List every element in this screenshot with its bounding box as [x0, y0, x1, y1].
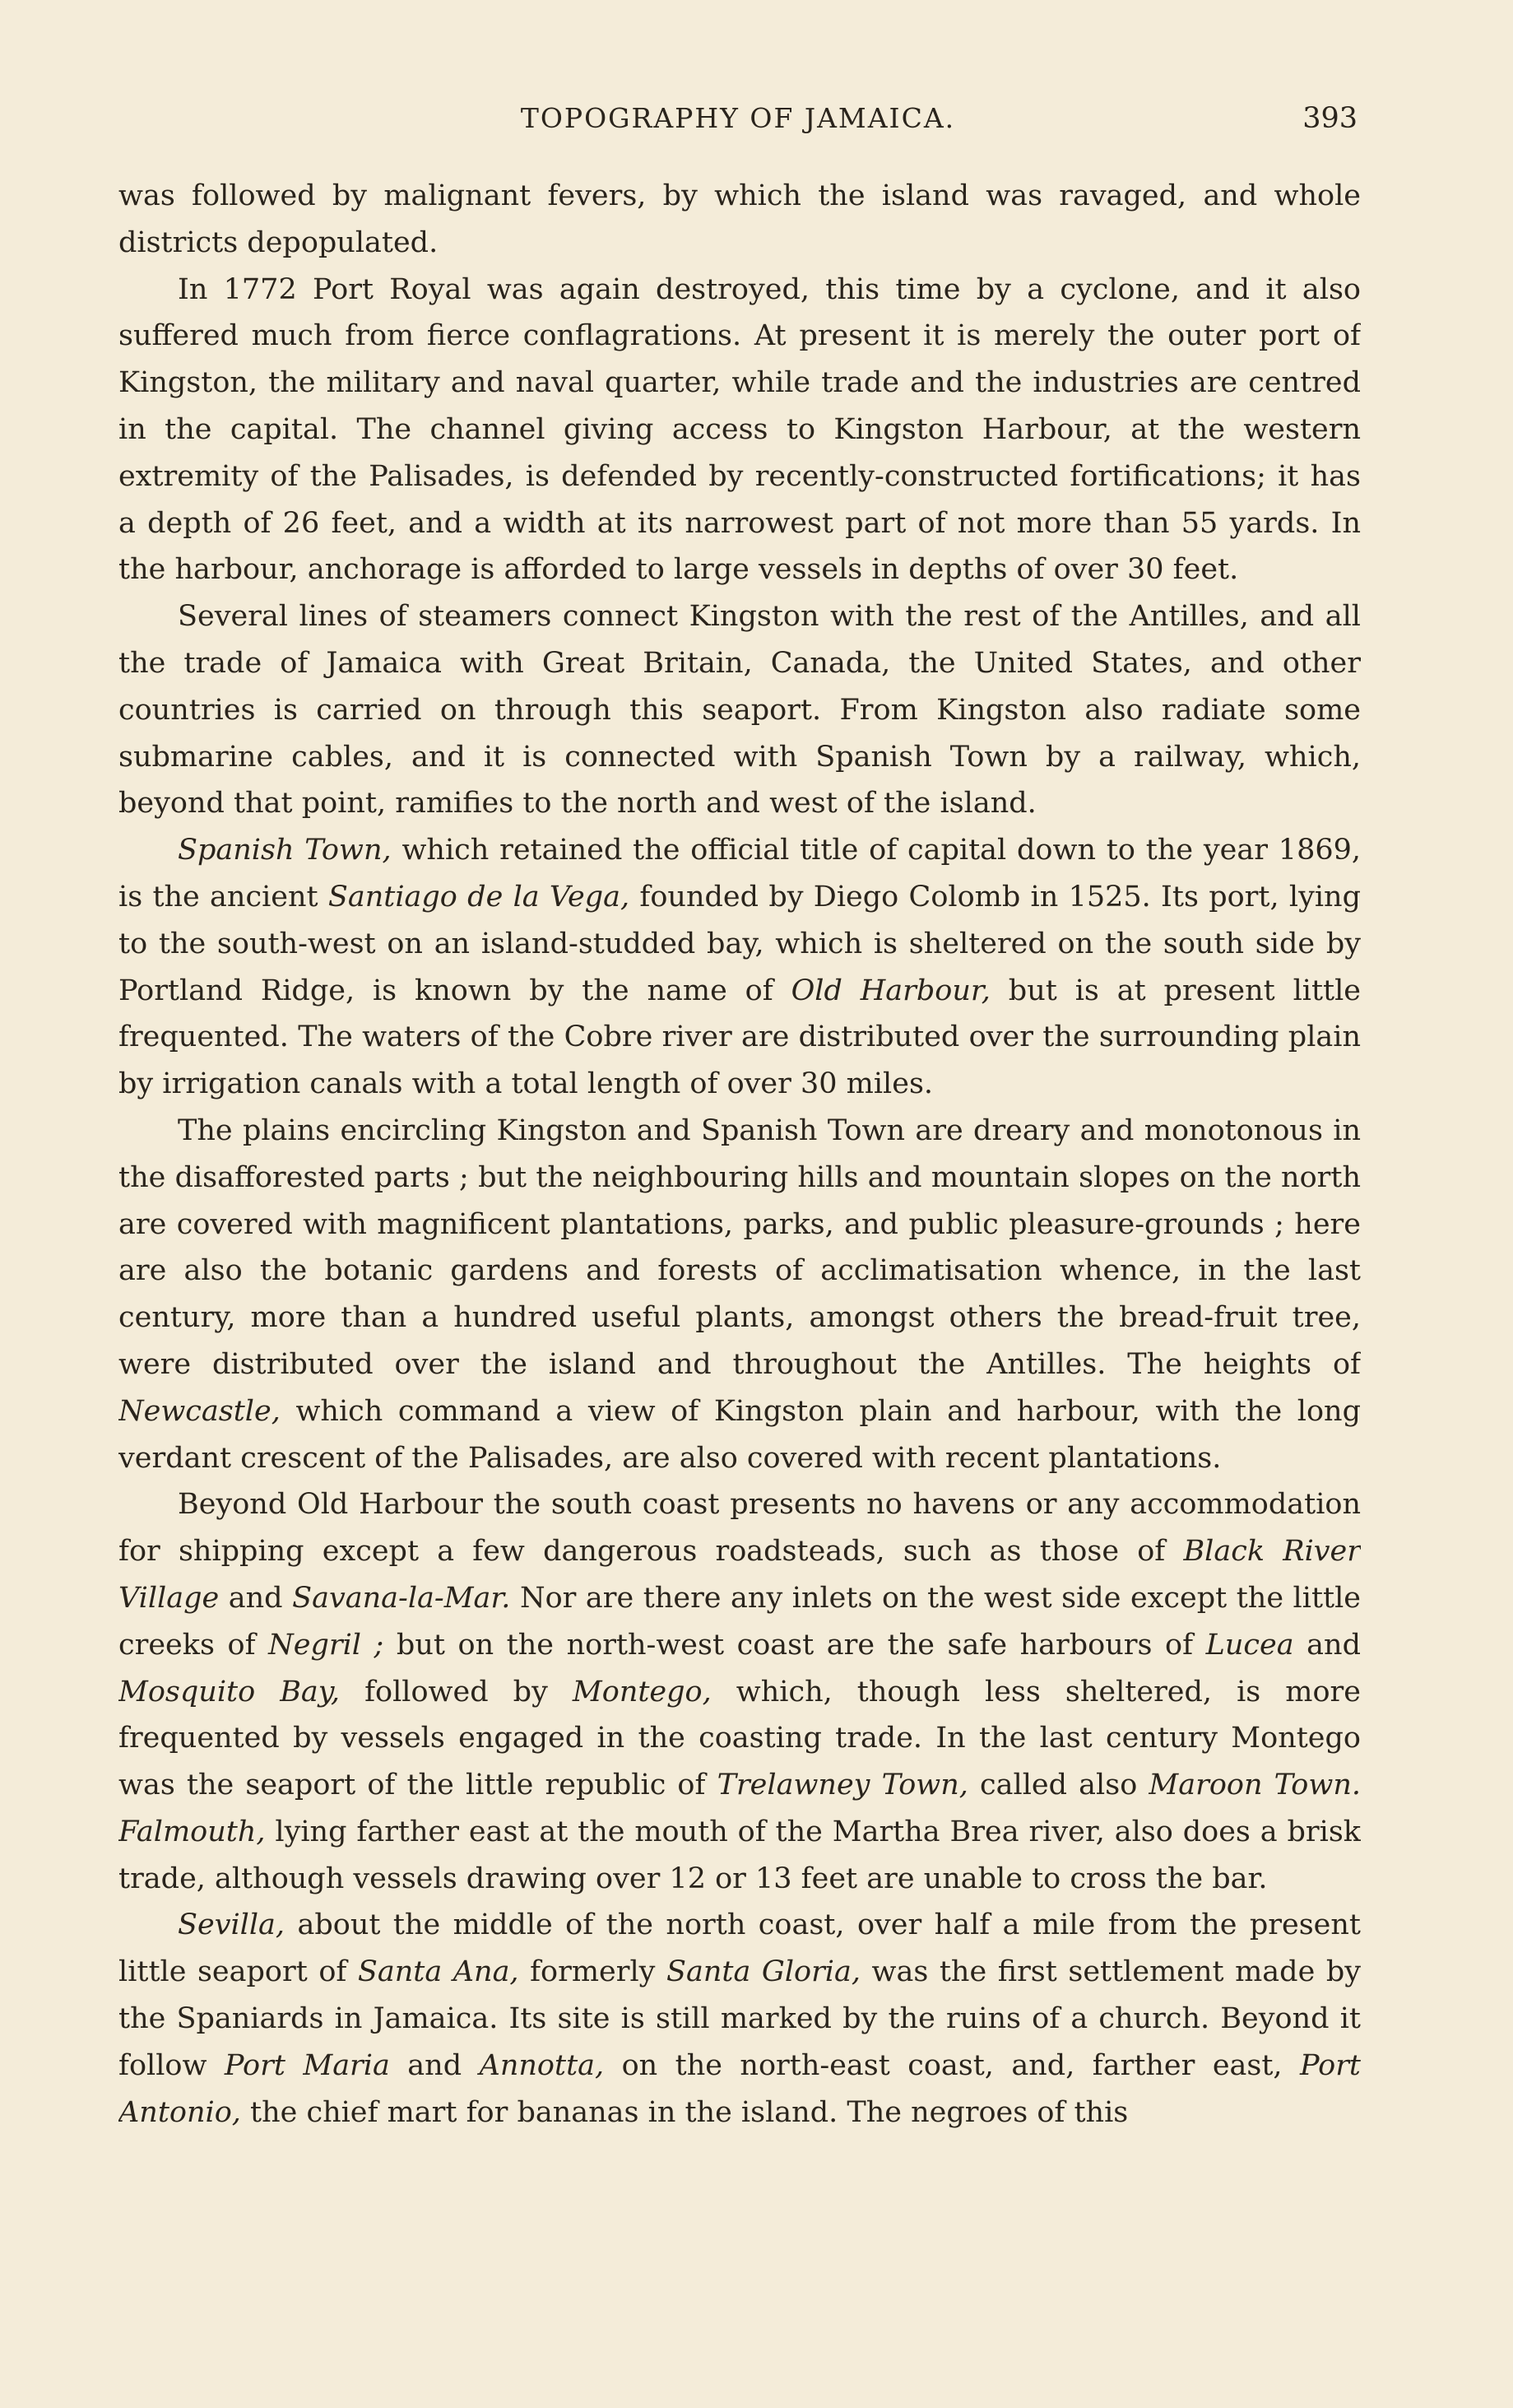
text-run: which command a view of Kingston plain and harbour, with the long verdant crescent of the Palisades, are also covered with recent plantations. — [118, 1394, 1361, 1475]
paragraph — [118, 1481, 1361, 1902]
text-run: Nor are there any inlets on the west side except the little creeks of — [118, 1581, 1361, 1662]
text-run: Beyond Old Harbour the south coast presents no havens or any accommodation for shipping except a few dangerous roadsteads, such as those of — [118, 1488, 1361, 1569]
text-run: the chief mart for bananas in the island. The negroes of this — [240, 2095, 1129, 2129]
text-run: was the first settlement made by the Spaniards in Jamaica. Its site is still marked by the ruins of a church. Beyond it follow — [118, 1955, 1361, 2082]
text-run: founded by Diego Colomb in 1525. Its port, lying to the south-west on an island-studded bay, which is sheltered on the south side by Portland Ridge, is known by the name of — [118, 880, 1361, 1007]
italic-place-name: Port Maria — [224, 2048, 390, 2082]
italic-place-name: Trelawney Town, — [717, 1769, 968, 1802]
paragraph — [118, 1108, 1361, 1481]
italic-place-name: Santa Ana, — [357, 1955, 519, 1989]
text-run: but on the north-west coast are the safe harbours of — [383, 1628, 1206, 1662]
italic-place-name: Black River Village — [118, 1535, 1361, 1615]
italic-place-name: Maroon Town. — [1149, 1769, 1361, 1802]
running-title: TOPOGRAPHY OF JAMAICA. — [520, 102, 956, 134]
text-run: followed by — [340, 1675, 573, 1708]
italic-place-name: Newcastle, — [118, 1394, 281, 1428]
paragraph — [118, 173, 1361, 267]
text-run: which retained the official title of capital down to the year 1869, is the ancient — [118, 834, 1361, 913]
italic-place-name: Santa Gloria, — [666, 1955, 861, 1989]
text-run: but is at present little frequented. The waters of the Cobre river are distributed over the surrounding plain by irrigation canals with a total length of over 30 miles. — [118, 974, 1361, 1101]
italic-place-name: Annotta, — [479, 2048, 605, 2082]
text-run: called also — [968, 1769, 1149, 1802]
paragraph — [118, 827, 1361, 1108]
text-run: The plains encircling Kingston and Spanish Town are dreary and monotonous in the disafforested parts ; but the neighbouring hills and mountain slopes on the north are covered with magnificent plantations, parks, and public pleasure-grounds ; here are also the botanic gardens and forests of acclimatisation whence, in the last century, more than a hundred useful plants, amongst others the bread-fruit tree, were distributed over the island and throughout the Antilles. The heights of — [118, 1113, 1361, 1381]
page-header — [118, 102, 1358, 142]
paragraph — [118, 1902, 1361, 2136]
text-run: on the north-east coast, and, farther east, — [604, 2048, 1300, 2082]
italic-place-name: Savana-la-Mar. — [292, 1581, 511, 1615]
paragraph — [118, 593, 1361, 827]
italic-place-name: Old Harbour, — [791, 974, 991, 1007]
italic-place-name: Negril ; — [268, 1628, 384, 1662]
italic-place-name: Port Antonio, — [118, 2048, 1361, 2129]
italic-place-name: Mosquito Bay, — [118, 1675, 341, 1708]
italic-place-name: Lucea — [1205, 1628, 1294, 1662]
text-run: and — [389, 2048, 480, 2082]
italic-place-name: Falmouth, — [118, 1815, 266, 1848]
text-run: lying farther east at the mouth of the Martha Brea river, also does a brisk trade, although vessels drawing over 12 or 13 feet are unable to cross the bar. — [118, 1815, 1361, 1895]
italic-place-name: Montego, — [572, 1675, 712, 1708]
text-run: which, though less sheltered, is more frequented by vessels engaged in the coasting trade. In the last century Montego was the seaport of the little republic of — [118, 1675, 1361, 1802]
italic-place-name: Santiago de la Vega, — [327, 880, 630, 913]
italic-place-name: Sevilla, — [178, 1908, 285, 1942]
text-run: and — [219, 1581, 293, 1615]
text-run: Several lines of steamers connect Kingston with the rest of the Antilles, and all the trade of Jamaica with Great Britain, Canada, the United States, and other countries is carried on through this seaport. From Kingston also radiate some submarine cables, and it is connected with Spanish Town by a railway, which, beyond that point, ramifies to the north and west of the island. — [118, 600, 1361, 820]
text-run: was followed by malignant fevers, by which the island was ravaged, and whole districts depopulated. — [118, 179, 1361, 259]
body-text — [118, 173, 1361, 2280]
text-run: and — [1293, 1628, 1361, 1662]
text-run: In 1772 Port Royal was again destroyed, this time by a cyclone, and it also suffered much from fierce conflagrations. At present it is merely the outer port of Kingston, the military and naval quarter, while trade and the industries are centred in the capital. The channel giving access to Kingston Harbour, at the western extremity of the Palisades, is defended by recently-constructed fortifications; it has a depth of 26 feet, and a width at its narrowest part of not more than 55 yards. In the harbour, anchorage is afforded to large vessels in depths of over 30 feet. — [118, 272, 1361, 587]
text-run: about the middle of the north coast, over half a mile from the present little seaport of — [118, 1908, 1361, 1989]
page-number: 393 — [1302, 102, 1358, 135]
paragraph — [118, 267, 1361, 594]
text-run: formerly — [518, 1955, 666, 1989]
italic-place-name: Spanish Town, — [178, 834, 392, 867]
